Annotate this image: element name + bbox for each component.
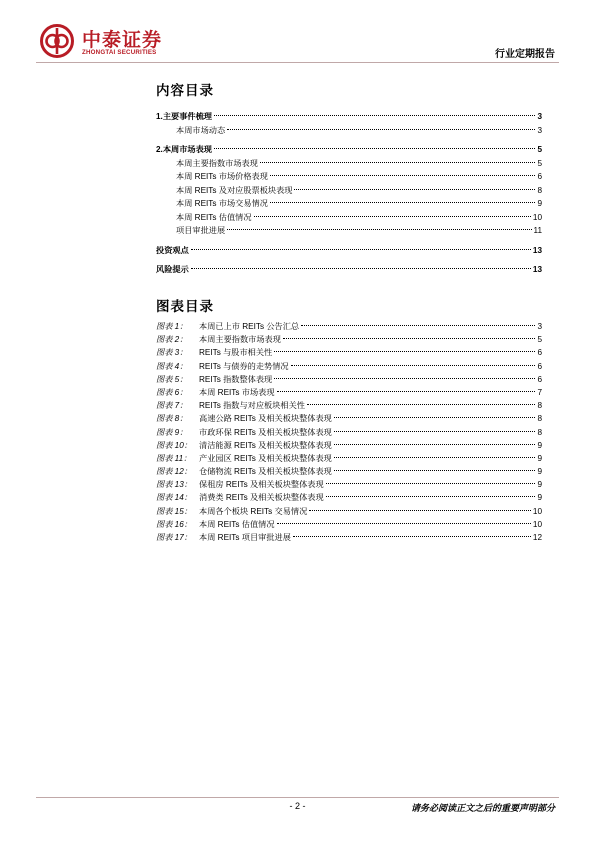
toc-entry[interactable] [156,197,542,211]
figure-number: 图表 2： [156,335,188,345]
figure-number: 图表 8： [156,414,188,424]
figure-title: REITs 指数整体表现 [199,374,273,384]
figure-entry-label [156,333,281,346]
dot-leader [326,483,536,484]
figures-title: 图表目录 [156,299,214,314]
figure-entry-page: 6 [537,361,542,371]
company-logo [40,24,190,58]
figure-entry-page: 8 [537,427,542,437]
toc-entry-label: 2.本周市场表现 [156,145,212,154]
figure-entry[interactable] [156,478,542,491]
dot-leader [301,325,535,326]
toc-entry-page: 13 [532,245,542,255]
toc-entry-page: 5 [537,145,542,154]
toc-entry-label: 本周 REITs 市场价格表现 [176,172,268,181]
dot-leader [191,268,531,269]
toc-entry-page: 9 [537,199,542,208]
figure-entry[interactable] [156,399,542,412]
figure-entry[interactable] [156,412,542,425]
figure-number: 图表 9： [156,427,188,437]
page-number: - 2 - [289,801,306,811]
dot-leader [283,338,536,339]
toc-entry[interactable] [156,110,542,124]
dot-leader [309,510,531,511]
dot-leader [307,404,535,405]
toc-entry-label: 本周 REITs 市场交易情况 [176,199,268,208]
toc-entry[interactable] [156,211,542,225]
figure-entry-page: 6 [537,374,542,384]
dot-leader [326,496,536,497]
toc-entry-label: 本周 REITs 及对应股票板块表现 [176,185,293,195]
dot-leader [334,470,536,471]
figure-entry-label [156,346,272,359]
figure-entry[interactable] [156,426,542,439]
toc-entry-page: 5 [537,158,542,168]
figure-number: 图表 4： [156,361,188,371]
figure-entry-page: 9 [537,467,542,477]
figure-number: 图表 10： [156,440,192,450]
contents-title: 内容目录 [156,83,214,98]
dot-leader [277,391,536,392]
figure-number: 图表 14： [156,493,192,503]
toc-entry[interactable] [156,157,542,171]
figure-entry-label [156,491,324,504]
figure-entry-page: 10 [532,519,542,529]
dot-leader [214,115,535,116]
footer-disclaimer: 请务必阅读正文之后的重要声明部分 [410,803,555,813]
header-divider [36,62,559,63]
logo-chinese-text: 中泰证券 [82,30,163,51]
figure-entry-label [156,531,291,544]
figure-title: 保租房 REITs 及相关板块整体表现 [199,480,324,490]
toc-entry-label: 本周主要指数市场表现 [176,158,258,168]
toc-entry-label: 本周 REITs 估值情况 [176,212,252,222]
figure-entry-page: 10 [532,506,542,516]
figure-number: 图表 7： [156,401,188,411]
figure-entry-label [156,505,307,518]
toc-entry[interactable] [156,184,542,198]
figure-entry[interactable] [156,320,542,333]
figure-title: 消费类 REITs 及相关板块整体表现 [199,493,324,503]
dot-leader [214,148,535,149]
logo-english-text: ZHONGTAI SECURITIES [82,49,157,56]
figure-entry[interactable] [156,452,542,465]
figure-entry-label [156,426,332,439]
figure-entry-page: 7 [537,387,542,397]
figure-title: REITs 与债券的走势情况 [199,361,289,371]
figure-title: 市政环保 REITs 及相关板块整体表现 [199,427,332,437]
figure-entry-page: 9 [537,493,542,503]
figure-entry[interactable] [156,333,542,346]
figure-entry[interactable] [156,360,542,373]
figure-title: REITs 与股市相关性 [199,348,273,358]
figure-number: 图表 16： [156,519,192,529]
toc-entry-page: 13 [532,265,542,274]
dot-leader [260,162,536,163]
figure-title: 本周 REITs 市场表现 [199,387,275,397]
toc-entry[interactable] [156,124,542,138]
dot-leader [334,431,536,432]
figure-entry-label [156,439,332,452]
toc-entry-label: 风险提示 [156,265,189,274]
figure-title: 产业园区 REITs 及相关板块整体表现 [199,453,332,463]
figure-entry[interactable] [156,373,542,386]
figure-title: 仓储物流 REITs 及相关板块整体表现 [199,467,332,477]
figure-entry[interactable] [156,505,542,518]
dot-leader [293,536,531,537]
dot-leader [254,216,531,217]
figure-number: 图表 3： [156,348,188,358]
figure-title: 本周 REITs 项目审批进展 [199,533,291,542]
dot-leader [334,417,536,418]
dot-leader [270,202,536,203]
toc-entry-page: 11 [533,226,542,235]
dot-leader [294,189,535,190]
figure-entry-page: 6 [537,348,542,358]
toc-entry[interactable] [156,143,542,157]
dot-leader [270,175,536,176]
report-type-label: 行业定期报告 [495,49,555,60]
figure-number: 图表 13： [156,480,192,490]
figure-entry-label [156,320,299,333]
toc-entry[interactable] [156,224,542,238]
figure-entry-page: 5 [537,335,542,345]
dot-leader [277,523,531,524]
toc-entry-page: 3 [537,125,542,135]
figure-number: 图表 6： [156,387,188,397]
figure-title: 本周 REITs 估值情况 [199,519,275,529]
figure-entry-label [156,386,275,399]
figure-entry[interactable] [156,386,542,399]
toc-entry-label: 本周市场动态 [176,125,226,135]
figure-entry-label [156,399,305,412]
figure-entry-label [156,465,332,478]
figure-title: 清洁能源 REITs 及相关板块整体表现 [199,440,332,450]
toc-entry[interactable] [156,244,542,258]
figure-title: 本周各个板块 REITs 交易情况 [199,506,308,516]
dot-leader [291,365,536,366]
figure-entry[interactable] [156,518,542,531]
figure-entry-label [156,373,272,386]
dot-leader [334,457,536,458]
figure-entry-label [156,360,289,373]
footer-divider [36,797,559,798]
figure-title: 高速公路 REITs 及相关板块整体表现 [199,414,332,424]
figure-entry-page: 8 [537,414,542,424]
logo-mark-icon [40,24,76,58]
figure-entry-label [156,412,332,425]
figure-entry-label [156,518,275,531]
dot-leader [274,378,535,379]
figure-entry-page: 8 [537,401,542,411]
figure-entry-page: 9 [537,440,542,450]
figure-entry-page: 12 [532,533,542,542]
figure-entry-label [156,478,324,491]
figure-number: 图表 15： [156,506,192,516]
dot-leader [191,249,531,250]
figure-entry[interactable] [156,346,542,359]
figure-entry[interactable] [156,465,542,478]
figure-entry[interactable] [156,491,542,504]
figure-title: REITs 指数与对应板块相关性 [199,401,305,411]
toc-entry-page: 6 [537,172,542,181]
toc-entry-page: 3 [537,112,542,121]
contents-list [156,110,542,277]
figures-list [156,320,542,544]
dot-leader [334,444,536,445]
figure-title: 本周主要指数市场表现 [199,335,281,345]
figure-entry-page: 9 [537,453,542,463]
figure-number: 图表 5： [156,374,188,384]
figure-number: 图表 12： [156,467,192,477]
figure-number: 图表 1： [156,322,188,331]
toc-entry-label: 项目审批进展 [176,226,226,235]
toc-entry[interactable] [156,170,542,184]
figure-number: 图表 17： [156,533,192,542]
figure-entry[interactable] [156,439,542,452]
figure-entry-label [156,452,332,465]
toc-entry[interactable] [156,263,542,277]
toc-entry-page: 8 [537,185,542,195]
dot-leader [227,229,531,230]
figure-title: 本周已上市 REITs 公告汇总 [199,322,300,331]
figure-entry-page: 9 [537,480,542,490]
figure-entry-page: 3 [537,322,542,331]
dot-leader [274,351,535,352]
figure-entry[interactable] [156,531,542,544]
toc-entry-page: 10 [532,212,542,222]
toc-entry-label: 投资观点 [156,245,189,255]
dot-leader [227,129,535,130]
toc-entry-label: 1.主要事件梳理 [156,112,212,121]
figure-number: 图表 11： [156,453,192,463]
